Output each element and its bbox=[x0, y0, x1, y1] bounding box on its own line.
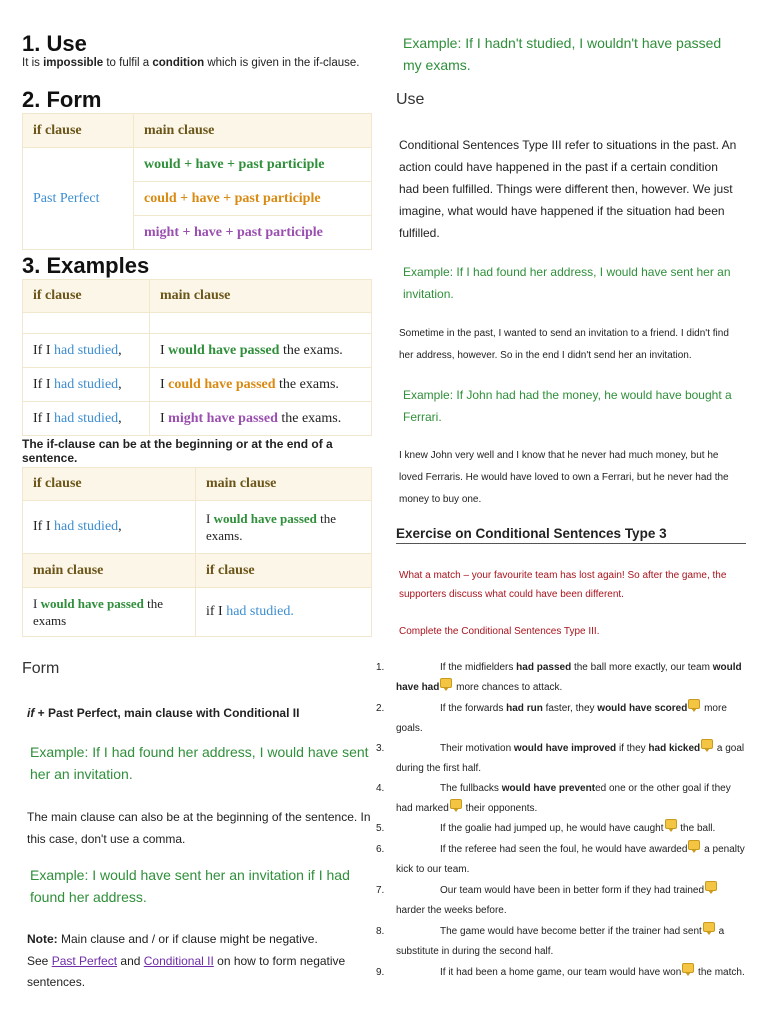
if-suffix: , bbox=[118, 410, 122, 426]
item-bold: had passed bbox=[516, 662, 572, 673]
comment-icon[interactable] bbox=[682, 963, 694, 973]
form-header-main: main clause bbox=[134, 114, 372, 148]
item-text: If the forwards bbox=[440, 703, 507, 714]
past-perfect-link[interactable]: Past Perfect bbox=[51, 953, 118, 968]
form-rule bbox=[27, 706, 299, 720]
exercise-instruction: Complete the Conditional Sentences Type III. bbox=[399, 626, 600, 637]
use-text-1: It is bbox=[22, 57, 44, 69]
if-verb: had studied bbox=[226, 604, 291, 619]
position-header-main: main clause bbox=[196, 468, 372, 501]
item-text: Our team would have been in better form if they had trained bbox=[440, 885, 705, 896]
item-text: If the referee had seen the foul, he would have awarded bbox=[440, 844, 688, 855]
list-item bbox=[376, 881, 746, 921]
item-text: If it had been a home game, our team would have won bbox=[440, 967, 682, 978]
position-header-1 bbox=[23, 468, 372, 501]
use-description bbox=[22, 56, 367, 70]
item-text: Their motivation bbox=[440, 743, 514, 754]
main-prefix: I bbox=[33, 596, 41, 611]
item-text: The fullbacks bbox=[440, 783, 502, 794]
if-suffix: , bbox=[118, 519, 122, 534]
list-item bbox=[376, 840, 746, 880]
item-text: The game would have become better if the trainer had sent bbox=[440, 926, 702, 937]
examples-table-header bbox=[23, 280, 372, 313]
conditional-ii-link[interactable]: Conditional II bbox=[143, 953, 214, 968]
main-prefix: I bbox=[160, 342, 169, 358]
form-example-2: Example: I would have sent her an invitation if I had found her address. bbox=[30, 867, 350, 905]
if-prefix: If I bbox=[33, 519, 54, 534]
position-header-if-2: if clause bbox=[196, 554, 372, 588]
if-verb: had studied bbox=[54, 342, 119, 358]
examples-table bbox=[22, 279, 372, 436]
main-suffix: the exams bbox=[33, 596, 164, 628]
form-rule-text: + Past Perfect, main clause with Conditional II bbox=[34, 706, 300, 720]
note-label: Note: bbox=[27, 932, 58, 946]
comment-icon[interactable] bbox=[705, 881, 717, 891]
address-paragraph: Sometime in the past, I wanted to send an invitation to a friend. I didn't find her address, however. So in the end I didn't send her an invitation. bbox=[399, 328, 729, 361]
item-answer: had kicked bbox=[648, 743, 701, 754]
main-prefix: I bbox=[160, 410, 169, 426]
form-example-1: Example: If I had found her address, I would have sent her an invitation. bbox=[30, 744, 369, 782]
examples-header-main: main clause bbox=[150, 280, 372, 313]
if-verb: had studied bbox=[54, 519, 119, 534]
item-text: a substitute in during the second half. bbox=[396, 926, 725, 957]
main-suffix: the exams. bbox=[279, 342, 343, 358]
item-text: a goal during the first half. bbox=[396, 743, 745, 774]
use-text-2: to fulfil a bbox=[103, 57, 153, 69]
main-suffix: the exams. bbox=[206, 511, 337, 543]
item-number: 7. bbox=[376, 885, 385, 896]
examples-header-if: if clause bbox=[23, 280, 150, 313]
examples-title: 3. Examples bbox=[22, 253, 150, 278]
if-prefix: If I bbox=[33, 342, 54, 358]
form-option-might: might + have + past participle bbox=[134, 216, 372, 250]
main-verb: would have passed bbox=[213, 511, 317, 526]
comment-icon[interactable] bbox=[440, 678, 452, 688]
use-bold-condition: condition bbox=[152, 57, 205, 69]
list-item bbox=[376, 819, 746, 839]
examples-spacer-row bbox=[23, 313, 372, 334]
if-prefix: if I bbox=[206, 604, 227, 619]
form-past-perfect: Past Perfect bbox=[23, 148, 134, 250]
item-number: 3. bbox=[376, 743, 385, 754]
position-header-2 bbox=[23, 554, 372, 588]
list-item bbox=[376, 699, 746, 739]
exercise-title: Exercise on Conditional Sentences Type 3 bbox=[396, 526, 746, 544]
if-suffix: . bbox=[290, 604, 294, 619]
item-number: 8. bbox=[376, 926, 385, 937]
item-text: more chances to attack. bbox=[453, 682, 563, 693]
example-ferrari: Example: If John had had the money, he would have bought a Ferrari. bbox=[403, 388, 732, 424]
list-item bbox=[376, 739, 746, 779]
item-bold: would have improved bbox=[513, 743, 617, 754]
form-paragraph: The main clause can also be at the beginning of the sentence. In this case, don't use a comma. bbox=[27, 810, 371, 846]
if-verb: had studied bbox=[54, 376, 119, 392]
item-text: the ball. bbox=[677, 823, 716, 834]
comment-icon[interactable] bbox=[701, 739, 713, 749]
table-row bbox=[23, 334, 372, 368]
item-text: faster, they bbox=[542, 703, 598, 714]
main-suffix: the exams. bbox=[277, 410, 342, 426]
and-text: and bbox=[117, 953, 144, 968]
item-number: 9. bbox=[376, 967, 385, 978]
item-number: 6. bbox=[376, 844, 385, 855]
list-item bbox=[376, 922, 746, 962]
form-option-would: would + have + past participle bbox=[134, 148, 372, 182]
item-number: 1. bbox=[376, 662, 385, 673]
if-verb: had studied bbox=[54, 410, 119, 426]
list-item bbox=[376, 963, 746, 983]
item-text: the match. bbox=[695, 967, 745, 978]
form-heading: Form bbox=[22, 660, 60, 677]
position-table bbox=[22, 467, 372, 637]
use-text-3: which is given in the if-clause. bbox=[204, 57, 360, 69]
item-answer: would have had bbox=[396, 662, 742, 693]
form-table bbox=[22, 113, 372, 250]
table-row bbox=[23, 368, 372, 402]
comment-icon[interactable] bbox=[450, 799, 462, 809]
main-prefix: I bbox=[206, 511, 214, 526]
item-number: 2. bbox=[376, 703, 385, 714]
form-option-could: could + have + past participle bbox=[134, 182, 372, 216]
form-header-if: if clause bbox=[23, 114, 134, 148]
see-rest-text: on how to form negative sentences. bbox=[27, 953, 346, 989]
list-item bbox=[376, 658, 746, 698]
form-title: 2. Form bbox=[22, 87, 102, 112]
note-text: Main clause and / or if clause might be negative. bbox=[57, 932, 318, 946]
item-text: more goals. bbox=[396, 703, 727, 734]
comment-icon[interactable] bbox=[688, 699, 700, 709]
form-rule-if: if bbox=[27, 706, 35, 720]
main-verb: would have passed bbox=[40, 596, 144, 611]
position-header-main-2: main clause bbox=[23, 554, 196, 588]
item-text: their opponents. bbox=[462, 803, 538, 814]
note-block bbox=[27, 929, 367, 994]
main-verb: could have passed bbox=[168, 376, 276, 392]
item-text: ed one or the other goal if they had marked bbox=[396, 783, 731, 814]
if-prefix: If I bbox=[33, 410, 54, 426]
comment-icon[interactable] bbox=[665, 819, 677, 829]
table-row bbox=[23, 501, 372, 554]
item-answer: would have scored bbox=[597, 703, 688, 714]
item-text: if they bbox=[616, 743, 649, 754]
item-number: 5. bbox=[376, 823, 385, 834]
main-prefix: I bbox=[160, 376, 169, 392]
exercise-intro: What a match – your favourite team has lost again! So after the game, the supporters discuss what could have been different. bbox=[399, 570, 727, 600]
use-paragraph: Conditional Sentences Type III refer to situations in the past. An action could have happened in the past if a certain condition had been fulfilled. Things were different then, however. We just imagine, what would have happened if the situation had been fulfilled. bbox=[399, 138, 737, 240]
item-bold: had run bbox=[506, 703, 543, 714]
main-suffix: the exams. bbox=[275, 376, 339, 392]
if-prefix: If I bbox=[33, 376, 54, 392]
item-text: If the goalie had jumped up, he would have caught bbox=[440, 823, 664, 834]
use-bold-impossible: impossible bbox=[43, 57, 104, 69]
comment-icon[interactable] bbox=[688, 840, 700, 850]
item-text: harder the weeks before. bbox=[396, 905, 507, 916]
main-verb: might have passed bbox=[168, 410, 278, 426]
item-text: If the midfielders bbox=[440, 662, 517, 673]
if-suffix: , bbox=[118, 342, 122, 358]
example-address: Example: If I had found her address, I would have sent her an invitation. bbox=[403, 265, 731, 301]
position-header-if: if clause bbox=[23, 468, 196, 501]
form-table-header bbox=[23, 114, 372, 148]
comment-icon[interactable] bbox=[703, 922, 715, 932]
see-text: See bbox=[27, 953, 52, 968]
main-verb: would have passed bbox=[168, 342, 280, 358]
item-bold: would have prevent bbox=[501, 783, 596, 794]
if-suffix: , bbox=[118, 376, 122, 392]
item-text: the ball more exactly, our team bbox=[571, 662, 713, 673]
ferrari-paragraph: I knew John very well and I know that he never had much money, but he loved Ferraris. He would have loved to own a Ferrari, but he never had the money to buy one. bbox=[399, 450, 729, 505]
form-row bbox=[23, 148, 372, 182]
use-title: 1. Use bbox=[22, 31, 87, 56]
top-example: Example: If I hadn't studied, I wouldn't have passed my exams. bbox=[403, 35, 722, 73]
item-number: 4. bbox=[376, 783, 385, 794]
list-item bbox=[376, 779, 746, 819]
use-heading: Use bbox=[396, 91, 425, 108]
position-note: The if-clause can be at the beginning or at the end of a sentence. bbox=[22, 437, 333, 465]
item-text: a penalty kick to our team. bbox=[396, 844, 745, 875]
table-row bbox=[23, 402, 372, 436]
table-row bbox=[23, 588, 372, 637]
